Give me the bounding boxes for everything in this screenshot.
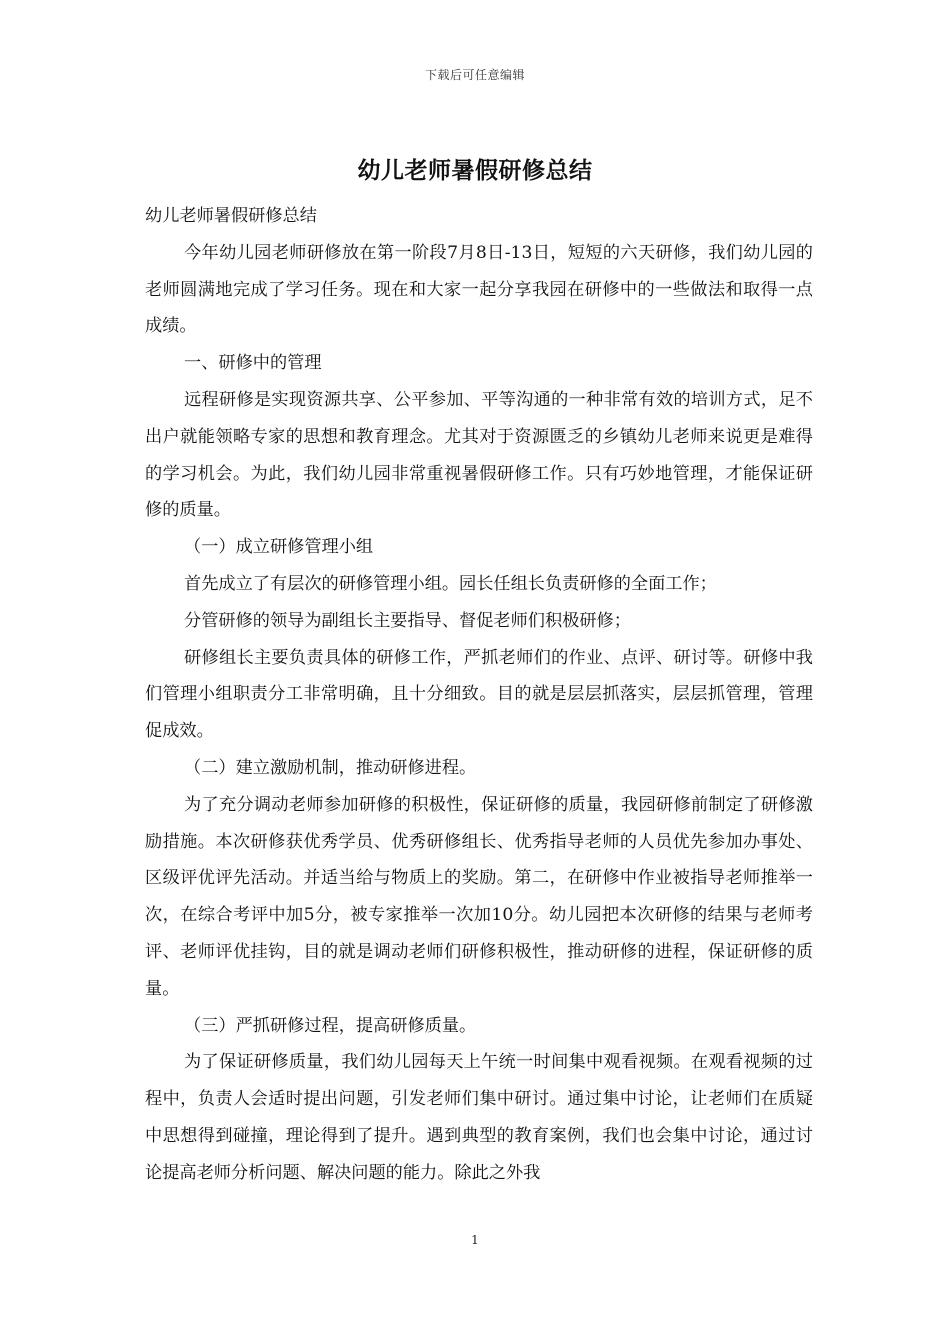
document-title: 幼儿老师暑假研修总结 bbox=[357, 157, 593, 184]
page-header-note: 下载后可任意编辑 bbox=[424, 68, 525, 82]
body-paragraph: 为了充分调动老师参加研修的积极性，保证研修的质量，我园研修前制定了研修激励措施。本次研修获优秀学员、优秀研修组长、优秀指导老师的人员优先参加办事处、区级评优评先活动。并适当给与物质上的奖励。第二，在研修中作业被指导老师推举一次，在综合考评中加5分，被专家推举一次加10分。幼儿园把本次研修的结果与老师考评、老师评优挂钩，目的就是调动老师们研修积极性，推动研修的进程，保证研修的质量。 bbox=[145, 794, 813, 999]
body-paragraph: （三）严抓研修过程，提高研修质量。 bbox=[184, 1015, 477, 1036]
body-paragraph: 首先成立了有层次的研修管理小组。园长任组长负责研修的全面工作； bbox=[184, 573, 717, 594]
body-paragraph: 为了保证研修质量，我们幼儿园每天上午统一时间集中观看视频。在观看视频的过程中，负责人会适时提出问题，引发老师们集中研讨。通过集中讨论，让老师们在质疑中思想得到碰撞，理论得到了提升。遇到典型的教育案例，我们也会集中讨论，通过讨论提高老师分析问题、解决问题的能力。除此之外我 bbox=[145, 1052, 813, 1183]
body-paragraph: 今年幼儿园老师研修放在第一阶段7月8日-13日，短短的六天研修，我们幼儿园的老师圆满地完成了学习任务。现在和大家一起分享我园在研修中的一些做法和取得一点成绩。 bbox=[145, 242, 813, 337]
document-body bbox=[145, 198, 813, 1192]
body-paragraph: 远程研修是实现资源共享、公平参加、平等沟通的一种非常有效的培训方式，足不出户就能领略专家的思想和教育理念。尤其对于资源匮乏的乡镇幼儿老师来说更是难得的学习机会。为此，我们幼儿园非常重视暑假研修工作。只有巧妙地管理，才能保证研修的质量。 bbox=[145, 389, 813, 521]
body-paragraph: 幼儿老师暑假研修总结 bbox=[145, 206, 317, 226]
body-paragraph: 一、研修中的管理 bbox=[184, 353, 322, 374]
body-paragraph: （一）成立研修管理小组 bbox=[184, 537, 374, 558]
body-paragraph: 分管研修的领导为副组长主要指导、督促老师们积极研修； bbox=[184, 610, 631, 631]
body-paragraph: （二）建立激励机制，推动研修进程。 bbox=[184, 757, 477, 778]
body-paragraph: 研修组长主要负责具体的研修工作，严抓老师们的作业、点评、研讨等。研修中我们管理小组职责分工非常明确，且十分细致。目的就是层层抓落实，层层抓管理，管理促成效。 bbox=[145, 647, 813, 742]
page-number: 1 bbox=[471, 1233, 479, 1247]
